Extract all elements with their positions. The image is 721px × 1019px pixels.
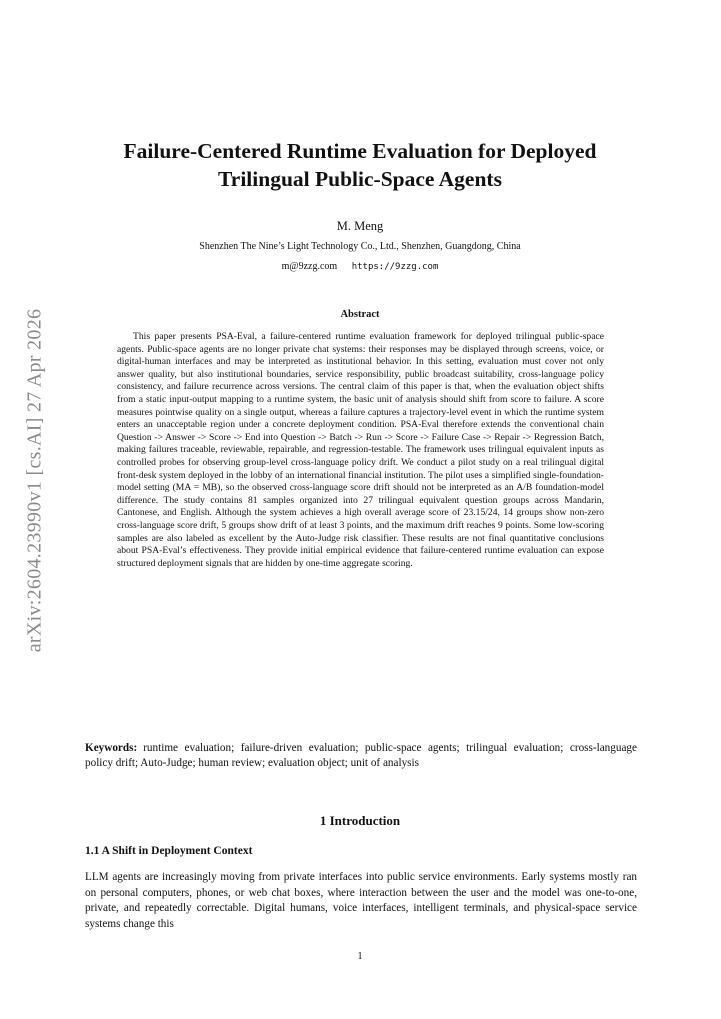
author-affiliation: Shenzhen The Nine’s Light Technology Co., Ltd., Shenzhen, Guangdong, China xyxy=(199,241,521,252)
subsection-heading-deployment-context: 1.1 A Shift in Deployment Context xyxy=(85,845,253,857)
arxiv-identifier-text: arXiv:2604.23990v1 [cs.AI] 27 Apr 2026 xyxy=(23,308,46,652)
author-email: m@9zzg.com xyxy=(281,261,338,272)
introduction-paragraph: LLM agents are increasingly moving from private interfaces into public service environments. Early systems mostly ran on personal computers, phones, or web chat boxes, where interaction between the user and the model was one-to-one, private, and repeatedly correctable. Digital humans, voice interfaces, intelligent terminals, and physical-space service systems change this xyxy=(85,871,637,930)
page-number: 1 xyxy=(357,951,363,962)
section-heading-introduction: 1 Introduction xyxy=(319,813,401,828)
author-contact xyxy=(85,261,635,272)
arxiv-identifier-stamp xyxy=(17,300,53,660)
keywords-paragraph xyxy=(85,741,637,770)
keywords-list: runtime evaluation; failure-driven evaluation; public-space agents; trilingual evaluation; cross-language policy drift; Auto-Judge; human review; evaluation object; unit of analysis xyxy=(85,742,637,769)
paper-title: Failure-Centered Runtime Evaluation for Deployed Trilingual Public-Space Agents xyxy=(123,139,597,191)
keywords-label: Keywords: xyxy=(85,742,138,754)
abstract-body: This paper presents PSA-Eval, a failure-centered runtime evaluation framework for deployed trilingual public-space agents. Public-space agents are no longer private chat systems: their responses may be displayed through screens, voice, or digital-human interfaces and may be interpreted as institutional behavior. In this setting, evaluation must cover not only answer quality, but also institutional boundaries, service responsibility, public broadcast suitability, cross-language policy consistency, and failure recurrence across versions. The central claim of this paper is that, when the evaluation object shifts from a static input-output mapping to a runtime system, the basic unit of analysis should shift from score to failure. A score measures pointwise quality on a single output, whereas a failure captures a trajectory-level event in which the runtime system enters an unacceptable region under a concrete deployment condition. PSA-Eval therefore extends the conventional chain Question -> Answer -> Score -> End into Question -> Batch -> Run -> Score -> Failure Case -> Repair -> Regression Batch, making failures traceable, reviewable, repairable, and regression-testable. The framework uses trilingual equivalent inputs as controlled probes for observing group-level cross-language policy drift. We conduct a pilot study on a real trilingual digital front-desk system deployed in the lobby of an international financial institution. The pilot uses a simplified single-foundation-model setting (MA = MB), so the observed cross-language score drift should not be interpreted as an A/B foundation-model difference. The study contains 81 samples organized into 27 trilingual equivalent question groups across Mandarin, Cantonese, and English. Although the system achieves a high overall average score of 23.15/24, 14 groups show non-zero cross-language score drift, 5 groups show drift of at least 3 points, and the maximum drift reaches 9 points. Some low-scoring samples are also labeled as excellent by the Auto-Judge risk classifier. These results are not final quantitative conclusions about PSA-Eval’s effectiveness. They provide initial empirical evidence that failure-centered runtime evaluation can expose structured deployment signals that are hidden by one-time aggregate scoring. xyxy=(117,331,604,569)
author-website: https://9zzg.com xyxy=(351,262,439,272)
abstract-heading: Abstract xyxy=(340,309,380,320)
author-name: M. Meng xyxy=(336,219,384,233)
